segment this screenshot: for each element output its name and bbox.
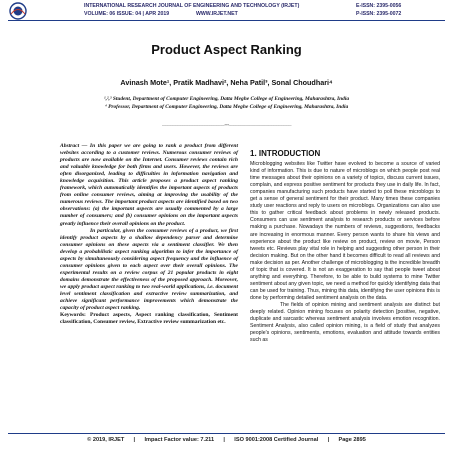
intro-paragraph: The fields of opinion mining and sentiment analysis are distinct but deeply related. Opinion mining focuses on polarity detection [positive, negative, duplicate and sarcastic whereas sentiment analysis involves emotion recognition. Sentiment Analysis, also called opinion mining, is a field of study that analyzes people's opinions, sentiments, emotions, evaluation and attitude towards entities such as	[250, 301, 440, 344]
page-footer: © 2019, IRJET | Impact Factor value: 7.211 | ISO 9001:2008 Certified Journal | Page 2895	[87, 437, 366, 443]
irjet-logo-icon	[8, 2, 28, 20]
header-rule	[8, 20, 445, 21]
footer-rule	[8, 433, 445, 434]
section-heading: 1. INTRODUCTION	[250, 149, 321, 158]
volume-issue: VOLUME: 06 ISSUE: 04 | APR 2019	[84, 11, 170, 17]
journal-name: INTERNATIONAL RESEARCH JOURNAL OF ENGINEERING AND TECHNOLOGY (IRJET)	[84, 3, 300, 9]
e-issn: E-ISSN: 2395-0056	[356, 3, 402, 9]
introduction-column	[250, 150, 440, 344]
p-issn: P-ISSN: 2395-0072	[356, 11, 402, 17]
abstract-paragraph: Abstract — In this paper we are going to rank a product from different websites according to a customer reviews. Numerous consumer reviews of products are now available on the Internet. Consumer reviews contain rich and valuable knowledge for both firms and users. However, the reviews are often disorganized, leading to difficulties in information navigation and knowledge acquisition. This article proposes a product aspect ranking framework, which automatically identifies the important aspects of products from online consumer reviews, aiming at improving the usability of the numerous reviews. The important product aspects are identified based on two observations: (a) the important aspects are usually commented by a large number of consumers; and (b) consumer opinions on the important aspects greatly influence their overall opinions on the product.	[60, 143, 238, 227]
journal-website[interactable]: WWW.IRJET.NET	[196, 11, 238, 17]
section-separator: ---------------------------------------------------------------------------***---------------------------------------------------------------------------	[161, 123, 292, 128]
journal-header	[0, 0, 453, 22]
keywords: Keywords: Product aspects, Aspect ranking classification, Sentiment classification, Consumer review, Extractive review summarization etc.	[60, 312, 238, 326]
abstract-paragraph: In particular, given the consumer reviews of a product, we first identify product aspects by a shallow dependency parser and determine consumer opinions on these aspects via a sentiment classifier. We then develop a probabilistic aspect ranking algorithm to infer the importance of aspects by simultaneously considering aspect frequency and the influence of consumer opinions given to each aspect over their overall opinions. The experimental results on a review corpus of 21 popular products in eight domains demonstrate the effectiveness of the proposed approach. Moreover, we apply product aspect ranking to two real-world applications, i.e. document level sentiment classification and extractive review summarization, and achieve significant performance improvements which demonstrate the capacity of product aspect ranking.	[60, 227, 238, 312]
paper-title: Product Aspect Ranking	[151, 42, 302, 57]
affiliation-professor: ⁴ Professor, Department of Computer Engineering, Datta Meghe College of Engineering, Maharashtra, India	[104, 104, 349, 110]
intro-paragraph: Microblogging websites like Twitter have evolved to become a source of varied kind of information. This is due to nature of microblogs on which people post real time messages about their opinions on a variety of topics, discuss current issues, complain, and express positive sentiment for products they use in daily life. In fact, companies manufacturing such products have started to poll these microblogs to get a sense of general sentiment for their product. Many times these companies study user reactions and reply to users on microblogs. Organizations can also use this to gather critical feedback about problems in newly released products. Consumers can use sentiment analysis to research products or services before making a purchase. Nowadays the numbers of reviews, suggestions, feedbacks are increasing in enormous manner. Every person wants to share his views and experience about the product like review on product, review on movie, Person tweets etc. Reviews play vital role in helping and suggesting other person in their decision making. But on the other hand it becomes difficult to read all reviews and make decision as per. Another challenge of microblogging is the incredible breadth of topic that is covered. It is not an exaggeration to say that people tweet about anything and everything. Therefore, to be able to build systems to mine Twitter sentiment about any given topic, we need a method for quickly identifying data that can be used for training. Thus, mining this data, identifying the user opinions this is done by performing detailed sentiment analysis on the data.	[250, 161, 440, 301]
author-list: Avinash Mote¹, Pratik Madhavi², Neha Patil³, Sonal Choudhari⁴	[120, 78, 333, 87]
affiliation-students: ¹,²,³ Student, Department of Computer Engineering, Datta Meghe College of Engineering, Maharashtra, India	[103, 96, 350, 102]
abstract-column	[60, 143, 238, 326]
